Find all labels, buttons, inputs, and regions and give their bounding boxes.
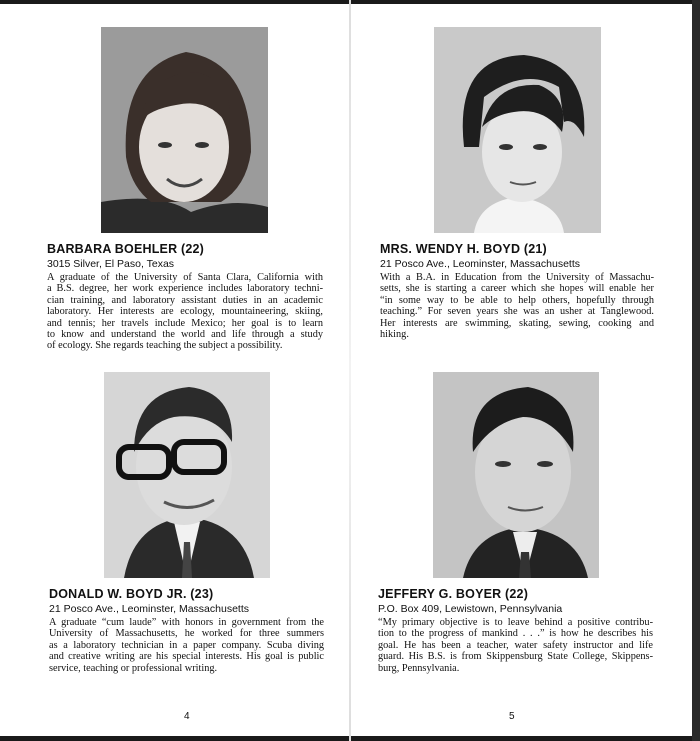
profile-bio	[380, 272, 654, 340]
bio-line: “My primary objective is to leave behind a positive contribu-	[378, 617, 653, 628]
bio-line: University of Massachusetts, he worked for three summers	[49, 628, 324, 640]
bio-line: goal. He has been a teacher, water safety instructor and life	[378, 639, 653, 651]
portrait-photo	[434, 27, 601, 233]
bio-line: and tennis; her travels include Mexico; her goal is to learn	[47, 317, 323, 329]
portrait-photo	[101, 27, 268, 233]
bio-line: teaching.” For seven years she was an usher at Tanglewood.	[380, 306, 654, 318]
portrait-photo	[433, 372, 599, 578]
profile-bio	[47, 272, 323, 352]
bio-line: Her interests are swimming, skating, sewing, cooking and	[380, 317, 654, 329]
profile-address: 21 Posco Ave., Leominster, Massachusetts	[49, 603, 249, 615]
page-number-right: 5	[509, 711, 515, 722]
bio-line: to know and understand the world and life through a study	[47, 329, 323, 341]
bio-line: burg, Pennsylvania.	[378, 662, 460, 674]
bio-line: “in some way to be able to help others, hopefully through	[380, 294, 654, 306]
profile-address: 21 Posco Ave., Leominster, Massachusetts	[380, 258, 580, 270]
bio-line: laboratory. Her interests are ecology, mountaineering, skiing,	[47, 306, 323, 318]
profile-bio	[378, 617, 653, 674]
page-number-left: 4	[184, 711, 190, 722]
bio-line: of ecology. She regards teaching the subject a possibility.	[47, 340, 283, 352]
page-gutter	[349, 0, 351, 741]
profile-name: MRS. WENDY H. BOYD (21)	[380, 242, 547, 256]
profile-name: BARBARA BOEHLER (22)	[47, 242, 205, 256]
profile-name: JEFFERY G. BOYER (22)	[378, 587, 529, 601]
bio-line: hiking.	[380, 329, 409, 341]
bio-line: and creative writing are his special interests. His goal is public	[49, 651, 324, 663]
bio-line: setts, she is starting a career which she hopes will enable her	[380, 283, 654, 295]
profile-bio	[49, 617, 324, 674]
profile-address: P.O. Box 409, Lewistown, Pennsylvania	[378, 603, 563, 615]
bio-line: With a B.A. in Education from the University of Massachu-	[380, 272, 654, 283]
bio-line: A graduate “cum laude” with honors in government from the	[49, 617, 324, 628]
profile-name: DONALD W. BOYD JR. (23)	[49, 587, 214, 601]
bio-line: cian training, and laboratory assistant duties in an academic	[47, 294, 323, 306]
bio-line: service, teaching or professional writing.	[49, 662, 218, 674]
bio-line: guard. His B.S. is from Skippensburg State College, Skippens-	[378, 651, 653, 663]
bio-line: a B.S. degree, her work experience includes laboratory techni-	[47, 283, 323, 295]
page-edge	[692, 0, 700, 741]
bio-line: tion to the progress of mankind . . .” is how he describes his	[378, 628, 653, 640]
bio-line: as a laboratory technician in a paper company. Scuba diving	[49, 639, 324, 651]
bio-line: A graduate of the University of Santa Clara, California with	[47, 272, 323, 283]
portrait-photo	[104, 372, 270, 578]
profile-address: 3015 Silver, El Paso, Texas	[47, 258, 175, 270]
